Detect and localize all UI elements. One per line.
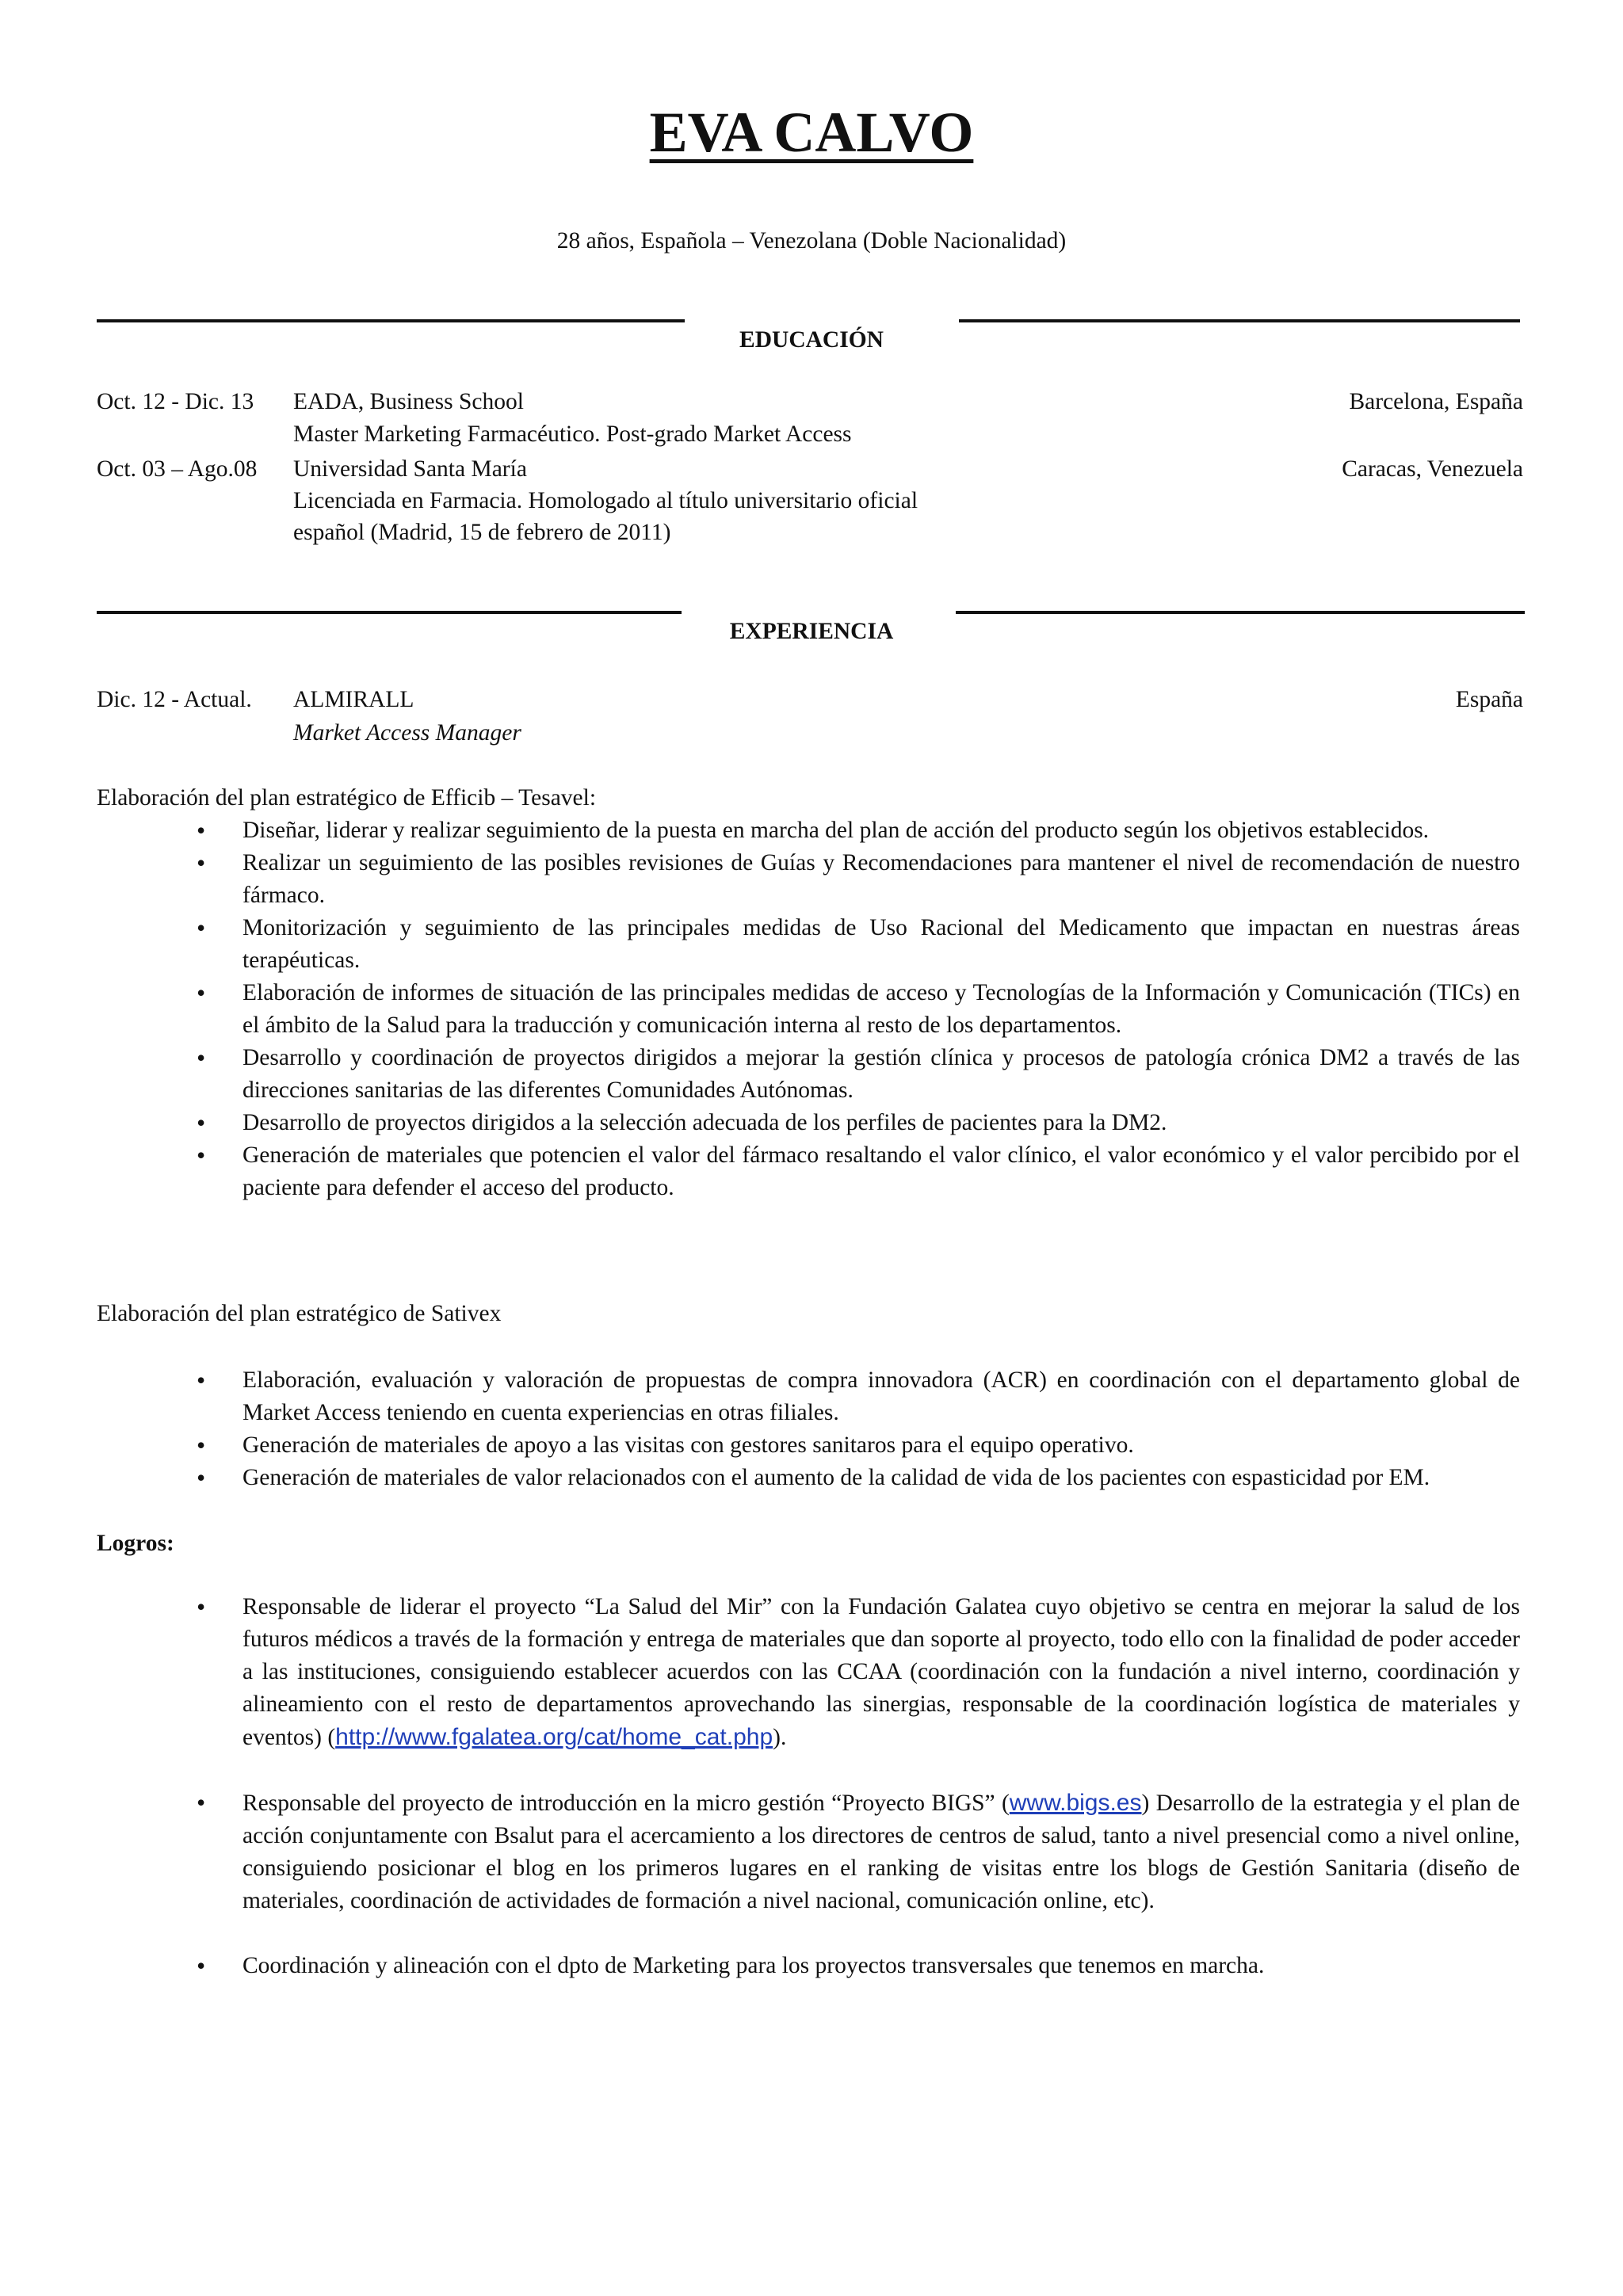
education-date: Oct. 12 - Dic. 13 [97, 389, 254, 414]
plan-efficib-list [242, 814, 1520, 1204]
achievement-paren-open: ( [1001, 1791, 1010, 1816]
achievements-list [242, 1591, 1520, 2015]
job-entry [97, 684, 1523, 716]
achievements-title: Logros: [97, 1531, 174, 1556]
experience-heading: EXPERIENCIA [729, 619, 894, 644]
education-location: Barcelona, España [1349, 389, 1523, 414]
list-item [242, 1787, 1520, 1917]
job-location: España [1455, 687, 1523, 712]
achievement-text: Responsable de liderar el proyecto “La Salud del Mir” con la Fundación Galatea cuyo objetivo se centra en mejorar la salud de los futuros médicos a través de la formación y entrega de materiales que dan soporte al proyecto, todo ello con la finalidad de poder acceder a las instituciones, consiguiendo establecer acuerdos con las CCAA (coordinación con la fundación a nivel interno, coordinación y alineamiento con el resto de departamentos aprovechando las sinergias, responsable de la coordinación logística de materiales y eventos) [242, 1594, 1520, 1750]
list-item: • Desarrollo de proyectos dirigidos a la selección adecuada de los perfiles de pacientes para la DM2. [242, 1107, 1520, 1139]
bigs-link[interactable]: www.bigs.es [1009, 1790, 1142, 1816]
list-item: • Generación de materiales que potencien el valor del fármaco resaltando el valor clínico, el valor económico y el valor percibido por el paciente para defender el acceso del producto. [242, 1139, 1520, 1204]
list-item: • Realizar un seguimiento de las posibles revisiones de Guías y Recomendaciones para mantener el nivel de recomendación de nuestro fármaco. [242, 847, 1520, 912]
education-detail: español (Madrid, 15 de febrero de 2011) [293, 520, 671, 545]
plan-efficib-title: Elaboración del plan estratégico de Efficib – Tesavel: [97, 785, 597, 810]
candidate-name: EVA CALVO [649, 101, 974, 164]
education-detail: Licenciada en Farmacia. Homologado al título universitario oficial [293, 488, 918, 513]
education-entry [97, 386, 1523, 418]
achievement-paren-close: ) [1141, 1791, 1150, 1816]
fgalatea-link[interactable]: http://www.fgalatea.org/cat/home_cat.php [335, 1724, 773, 1750]
achievement-paren-close: ). [773, 1725, 787, 1750]
list-item: • Monitorización y seguimiento de las principales medidas de Uso Racional del Medicamento que impactan en nuestras áreas terapéuticas. [242, 912, 1520, 977]
plan-sativex-list [242, 1364, 1520, 1494]
job-role: Market Access Manager [293, 720, 521, 746]
achievement-paren-open: ( [327, 1725, 336, 1750]
achievement-text-before: Responsable del proyecto de introducción en la micro gestión “Proyecto BIGS” [242, 1791, 1002, 1816]
education-heading: EDUCACIÓN [739, 327, 884, 353]
education-institution: Universidad Santa María [293, 456, 527, 482]
list-item: • Generación de materiales de valor relacionados con el aumento de la calidad de vida de los pacientes con espasticidad por EM. [242, 1462, 1520, 1494]
education-entry [97, 453, 1523, 486]
education-location: Caracas, Venezuela [1342, 456, 1523, 482]
education-institution: EADA, Business School [293, 389, 524, 414]
job-company: ALMIRALL [293, 687, 414, 712]
job-date: Dic. 12 - Actual. [97, 687, 252, 712]
achievement-text-after: Desarrollo de la estrategia y el plan de acción conjuntamente con Bsalut para el acercamiento a los directores de centros de salud, tanto a nivel presencial como a nivel online, consiguiendo posicionar el blog en los primeros lugares en el ranking de visitas entre los blogs de Gestión Sanitaria (diseño de materiales, coordinación de actividades de formación a nivel nacional, comunicación online, etc). [242, 1791, 1520, 1913]
list-item: • Coordinación y alineación con el dpto de Marketing para los proyectos transversales que tenemos en marcha. [242, 1950, 1520, 1982]
list-item [242, 1591, 1520, 1754]
experience-divider-left [97, 611, 682, 614]
education-divider-right [959, 319, 1520, 322]
candidate-subtitle: 28 años, Española – Venezolana (Doble Nacionalidad) [556, 228, 1067, 254]
education-detail: Master Marketing Farmacéutico. Post-grado Market Access [293, 421, 852, 447]
list-item: • Desarrollo y coordinación de proyectos dirigidos a mejorar la gestión clínica y procesos de patología crónica DM2 a través de las direcciones sanitarias de las diferentes Comunidades Autónomas. [242, 1042, 1520, 1107]
list-item: • Generación de materiales de apoyo a las visitas con gestores sanitaros para el equipo operativo. [242, 1429, 1520, 1462]
education-date: Oct. 03 – Ago.08 [97, 456, 258, 482]
list-item: • Elaboración, evaluación y valoración de propuestas de compra innovadora (ACR) en coordinación con el departamento global de Market Access teniendo en cuenta experiencias en otras filiales. [242, 1364, 1520, 1429]
education-divider-left [97, 319, 685, 322]
list-item: • Diseñar, liderar y realizar seguimiento de la puesta en marcha del plan de acción del producto según los objetivos establecidos. [242, 814, 1520, 847]
plan-sativex-title: Elaboración del plan estratégico de Sativex [97, 1301, 502, 1326]
list-item: • Elaboración de informes de situación de las principales medidas de acceso y Tecnologías de la Información y Comunicación (TICs) en el ámbito de la Salud para la traducción y comunicación interna al resto de los departamentos. [242, 977, 1520, 1042]
experience-divider-right [956, 611, 1525, 614]
